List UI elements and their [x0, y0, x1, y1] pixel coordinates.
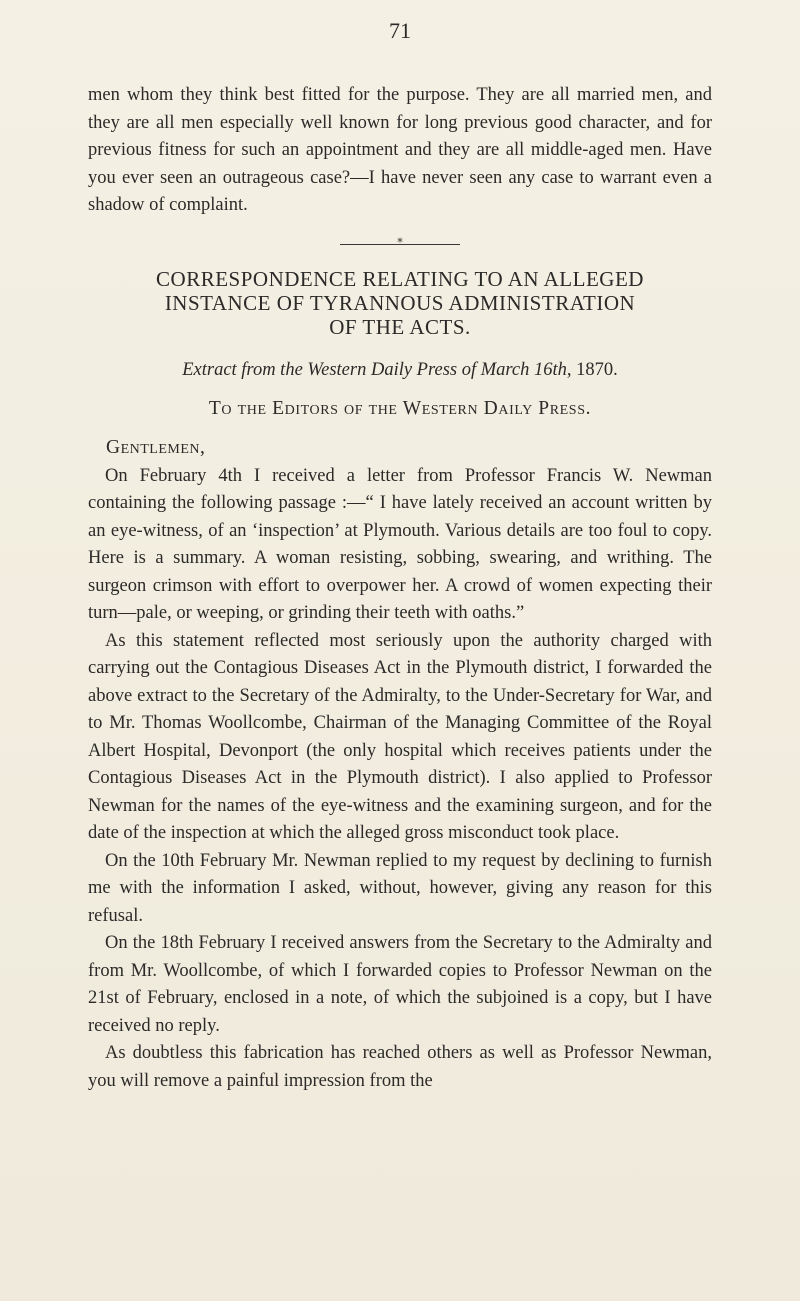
paragraph-2: As this statement reflected most seriously upon the authority charged with carrying out the Contagious Diseases Act in the Plymouth district, I forwarded the above extract to the Secretary of the Admiralty, to the Under-Secretary for War, and to Mr. Thomas Woollcombe, Chairman of the Managing Committee of the Royal Albert Hospital, Devonport (the only hospital which receives patients under the Contagious Diseases Act in the Plymouth district). I also applied to Professor Newman for the names of the eye-witness and the examining surgeon, and for the date of the inspection at which the alleged gross misconduct took place. — [88, 630, 712, 843]
heading-line-2: INSTANCE OF TYRANNOUS ADMINISTRATION — [164, 290, 636, 315]
extract-year: 1870. — [571, 359, 618, 380]
heading-line-1: CORRESPONDENCE RELATING TO AN ALLEGED — [156, 266, 644, 291]
extract-italic: Extract from the Western Daily Press of March 16th, — [182, 359, 572, 380]
paragraph-5: As doubtless this fabrication has reached others as well as Professor Newman, you will remove a painful impression from the — [88, 1043, 712, 1091]
page-number: 71 — [389, 18, 411, 43]
divider-mark: * — [397, 235, 403, 249]
salutation: Gentlemen, — [106, 436, 206, 458]
extract-source — [88, 355, 712, 385]
paragraph-4: On the 18th February I received answers from the Secretary to the Admiralty and from Mr. Woollcombe, of which I forwarded copies to Professor Newman on the 21st of February, enclosed in a note, of which the subjoined is a copy, but I have received no reply. — [88, 933, 712, 1036]
heading-line-3: OF THE ACTS. — [329, 314, 471, 339]
paragraph-3: On the 10th February Mr. Newman replied to my request by declining to furnish me with the information I asked, without, however, giving any reason for this refusal. — [88, 850, 712, 926]
paragraph-1: On February 4th I received a letter from Professor Francis W. Newman containing the following passage :—“ I have lately received an account written by an eye-witness, of an ‘inspection’ at Plymouth. Various details are too foul to copy. Here is a summary. A woman resisting, sobbing, swearing, and writhing. The surgeon crimson with effort to overpower her. A crowd of women expecting their turn—pale, or weeping, or grinding their teeth with oaths.” — [88, 465, 712, 623]
section-heading — [88, 267, 712, 339]
opening-paragraph: men whom they think best fitted for the purpose. They are all married men, and they are all men especially well known for long previous good character, and for previous fitness for such an appointment and they are all middle-aged men. Have you ever seen an outrageous case?—I have never seen any case to warrant even a shadow of complaint. — [88, 85, 712, 215]
addressee-line: To the Editors of the Western Daily Press. — [208, 397, 592, 419]
section-divider — [340, 235, 460, 249]
